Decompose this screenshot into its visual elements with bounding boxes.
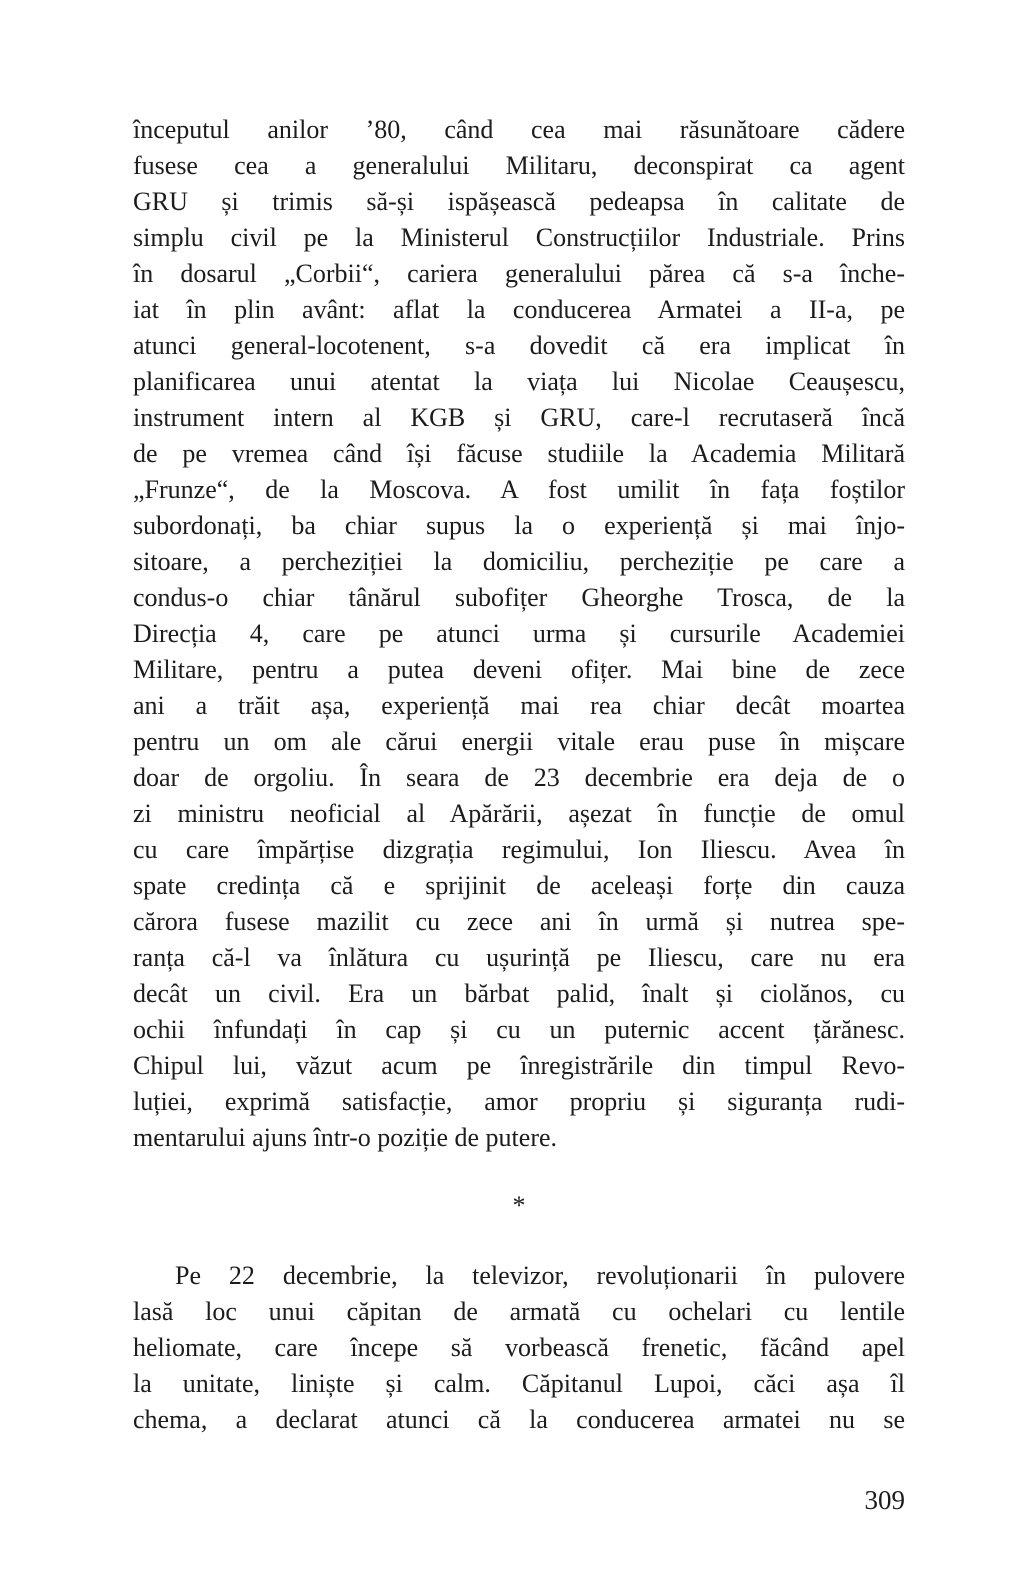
text-line: Direcția 4, care pe atunci urma și cursurile Academiei: [133, 619, 905, 648]
text-line: iat în plin avânt: aflat la conducerea Armatei a II-a, pe: [133, 295, 905, 324]
text-line: în dosarul „Corbii“, cariera generalului părea că s-a înche-: [133, 259, 905, 288]
text-line: sitoare, a percheziției la domiciliu, percheziție pe care a: [133, 547, 905, 576]
text-line: spate credința că e sprijinit de aceleași forțe din cauza: [133, 871, 905, 900]
text-line: ani a trăit așa, experiență mai rea chiar decât moartea: [133, 691, 905, 720]
text-line: subordonați, ba chiar supus la o experiență și mai înjo-: [133, 511, 905, 540]
text-line: ranța că-l va înlătura cu ușurință pe Iliescu, care nu era: [133, 943, 905, 972]
text-line: începutul anilor ’80, când cea mai răsunătoare cădere: [133, 115, 905, 144]
page-text-block: [133, 112, 905, 1438]
text-line: simplu civil pe la Ministerul Construcțiilor Industriale. Prins: [133, 223, 905, 252]
section-separator: *: [512, 1191, 526, 1220]
text-line: fusese cea a generalului Militaru, deconspirat ca agent: [133, 151, 905, 180]
text-line: doar de orgoliu. În seara de 23 decembrie era deja de o: [133, 763, 905, 792]
text-line: luției, exprimă satisfacție, amor propriu și siguranța rudi-: [133, 1087, 905, 1116]
text-line: cu care împărțise dizgrația regimului, Ion Iliescu. Avea în: [133, 835, 905, 864]
text-line: planificarea unui atentat la viața lui Nicolae Ceaușescu,: [133, 367, 905, 396]
text-line: pentru un om ale cărui energii vitale erau puse în mișcare: [133, 727, 905, 756]
text-line: GRU și trimis să-și ispășească pedeapsa în calitate de: [133, 187, 905, 216]
text-line: condus-o chiar tânărul subofițer Gheorghe Trosca, de la: [133, 583, 905, 612]
paragraph-2: [133, 1258, 905, 1438]
text-line: decât un civil. Era un bărbat palid, înalt și ciolănos, cu: [133, 979, 905, 1008]
text-line: Pe 22 decembrie, la televizor, revoluționarii în pulovere: [175, 1261, 905, 1290]
text-line: chema, a declarat atunci că la conducerea armatei nu se: [133, 1405, 905, 1434]
text-line: atunci general-locotenent, s-a dovedit că era implicat în: [133, 331, 905, 360]
text-line: cărora fusese mazilit cu zece ani în urmă și nutrea spe-: [133, 907, 905, 936]
page-number: 309: [864, 1485, 905, 1515]
text-line: ochii înfundați în cap și cu un puternic accent țărănesc.: [133, 1015, 905, 1044]
text-line: „Frunze“, de la Moscova. A fost umilit în fața foștilor: [133, 475, 905, 504]
text-line: Militare, pentru a putea deveni ofițer. Mai bine de zece: [133, 655, 905, 684]
text-line: lasă loc unui căpitan de armată cu ochelari cu lentile: [133, 1297, 905, 1326]
text-line: la unitate, liniște și calm. Căpitanul Lupoi, căci așa îl: [133, 1369, 905, 1398]
text-line: instrument intern al KGB și GRU, care-l recrutaseră încă: [133, 403, 905, 432]
paragraph-1: [133, 112, 905, 1156]
text-line: zi ministru neoficial al Apărării, așezat în funcție de omul: [133, 799, 905, 828]
text-line: Chipul lui, văzut acum pe înregistrările din timpul Revo-: [133, 1051, 905, 1080]
text-line: mentarului ajuns într-o poziție de putere.: [133, 1123, 558, 1152]
page-footer: [133, 1482, 905, 1518]
text-line: de pe vremea când își făcuse studiile la Academia Militară: [133, 439, 905, 468]
text-line: heliomate, care începe să vorbească frenetic, făcând apel: [133, 1333, 905, 1362]
